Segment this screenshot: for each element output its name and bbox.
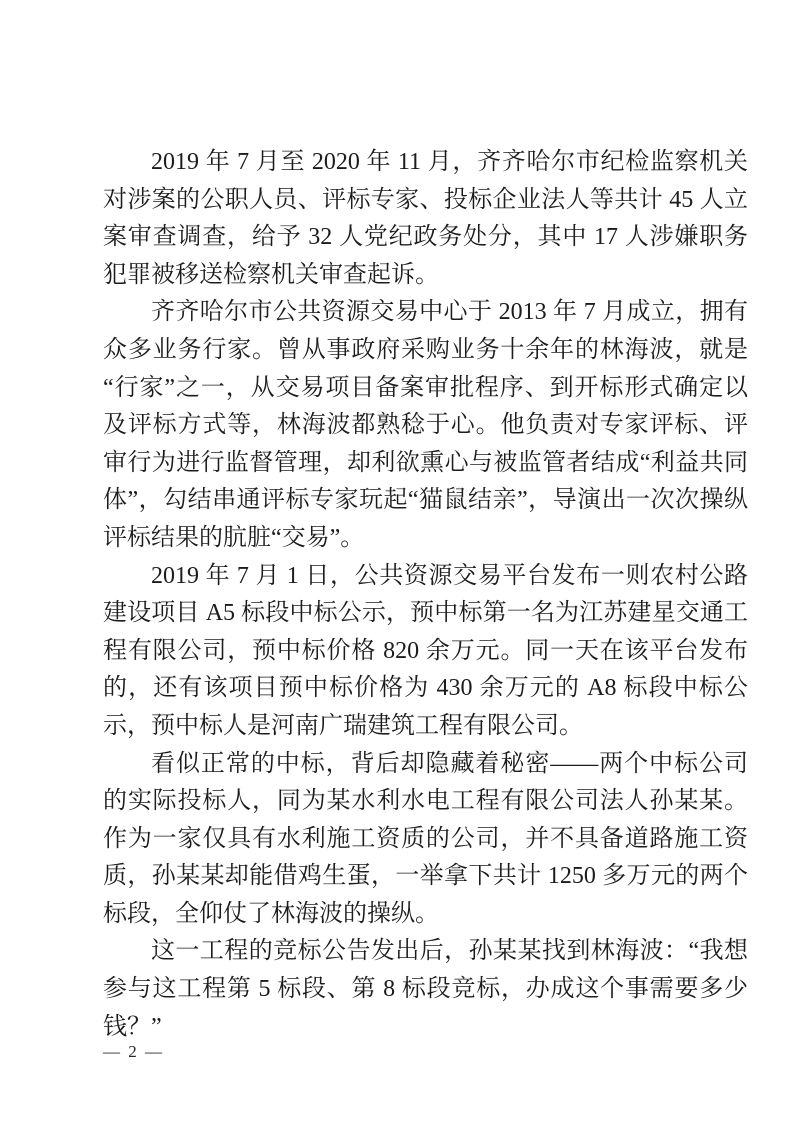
- page-number: — 2 —: [103, 1042, 164, 1061]
- paragraph-4: 看似正常的中标，背后却隐藏着秘密——两个中标公司的实际投标人，同为某水利水电工程有限公司法人孙某某。作为一家仅具有水利施工资质的公司，并不具备道路施工资质，孙某某却能借鸡生蛋，一举拿下共计 1250 多万元的两个标段，全仰仗了林海波的操纵。: [103, 750, 748, 927]
- paragraph-2: 齐齐哈尔市公共资源交易中心于 2013 年 7 月成立，拥有众多业务行家。曾从事政府采购业务十余年的林海波，就是“行家”之一，从交易项目备案审批程序、到开标形式确定以及评标方式等，林海波都熟稔于心。他负责对专家评标、评审行为进行监督管理，却利欲熏心与被监管者结成“利益共同体”，勾结串通评标专家玩起“猫鼠结亲”，导演出一次次操纵评标结果的肮脏“交易”。: [103, 299, 748, 551]
- paragraph-3: 2019 年 7 月 1 日，公共资源交易平台发布一则农村公路建设项目 A5 标段中标公示，预中标第一名为江苏建星交通工程有限公司，预中标价格 820 余万元。同一天在该平台发布的，还有该项目预中标价格为 430 余万元的 A8 标段中标公示，预中标人是河南广瑞建筑工程有限公司。: [103, 562, 748, 739]
- paragraph-1: 2019 年 7 月至 2020 年 11 月，齐齐哈尔市纪检监察机关对涉案的公职人员、评标专家、投标企业法人等共计 45 人立案审查调查，给予 32 人党纪政务处分，其中 17 人涉嫌职务犯罪被移送检察机关审查起诉。: [103, 149, 748, 288]
- document-body: [103, 144, 748, 1046]
- paragraph-5: 这一工程的竞标公告发出后，孙某某找到林海波：“我想参与这工程第 5 标段、第 8 标段竞标，办成这个事需要多少钱？”: [103, 938, 748, 1040]
